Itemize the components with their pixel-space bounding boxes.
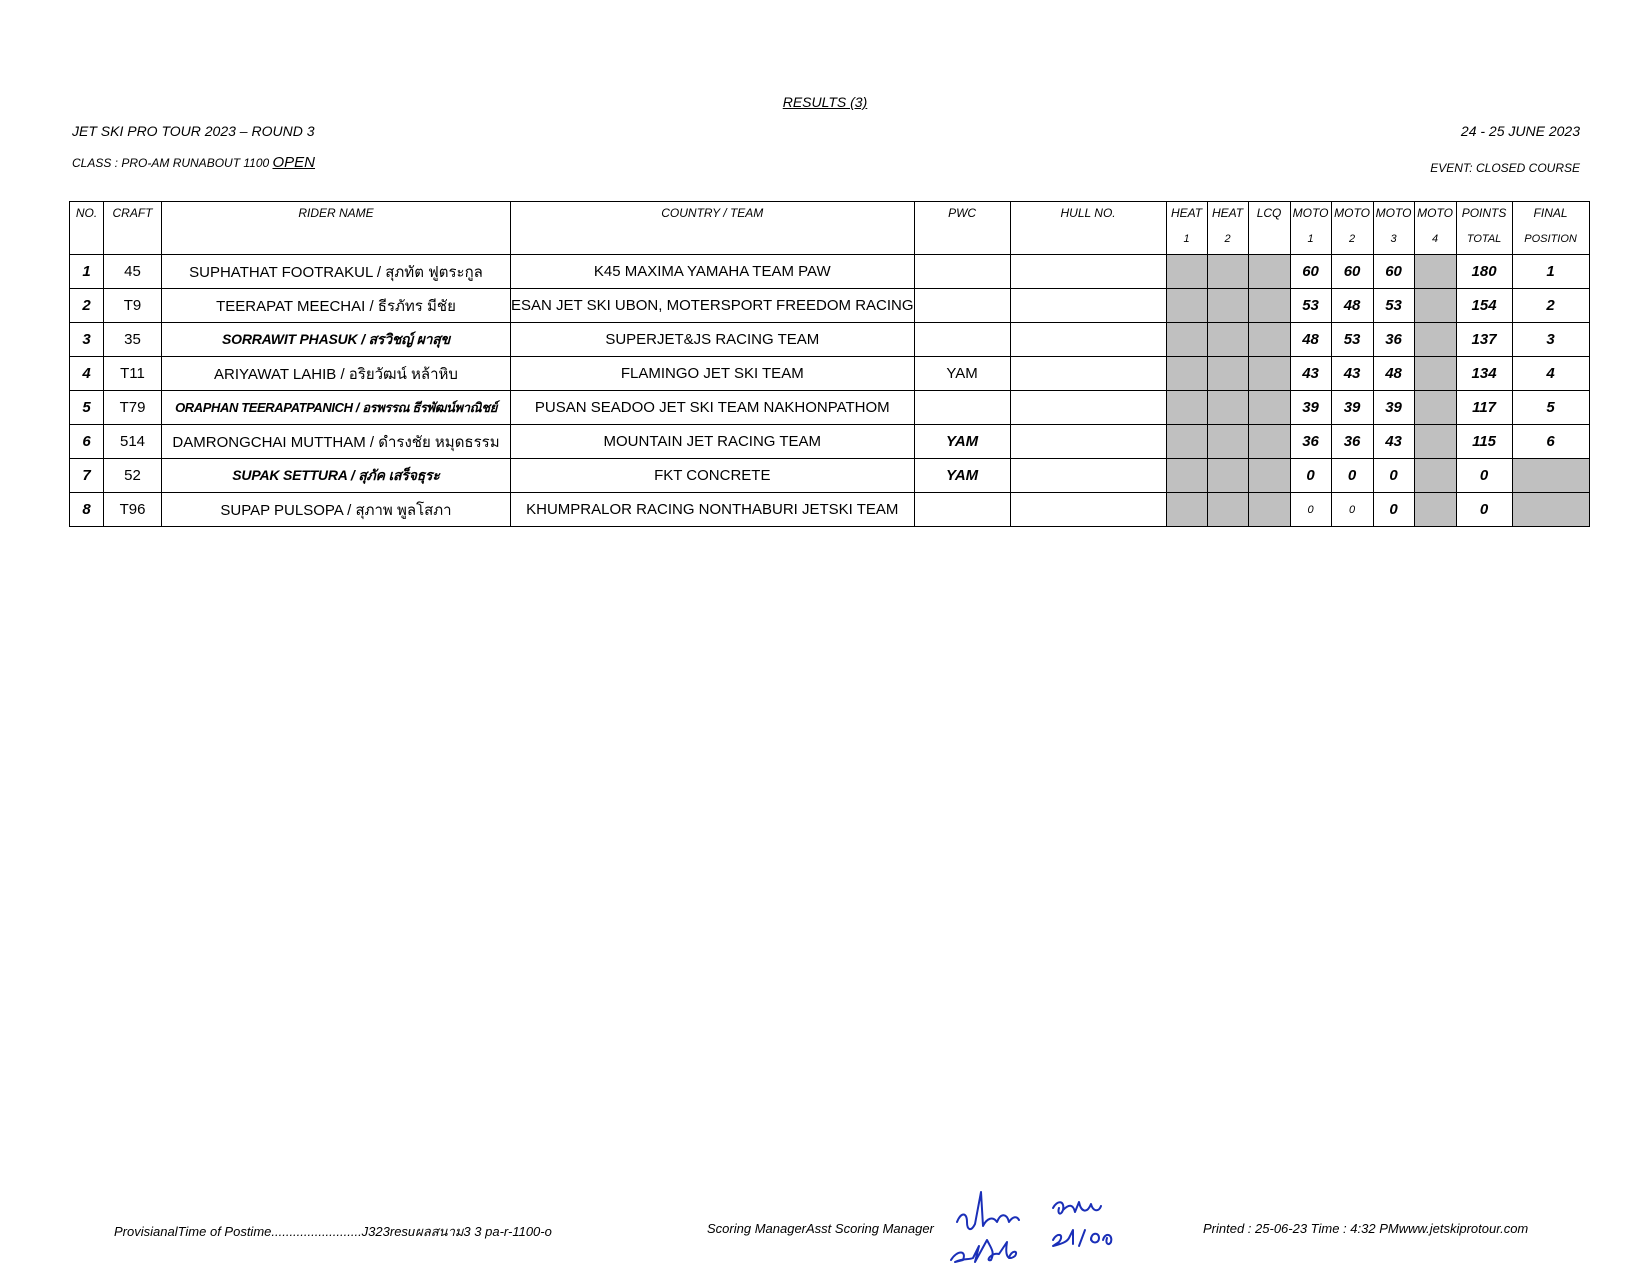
cell-heat1 [1166,357,1207,391]
cell-moto3: 43 [1373,425,1414,459]
cell-moto3: 60 [1373,255,1414,289]
cell-no: 8 [70,493,104,527]
cell-moto2: 43 [1331,357,1373,391]
table-row [70,391,1590,425]
footer-provisional: ProvisianalTime of Postime.........................J323resuผลสนาม3 3 pa-r-1100-o [114,1224,552,1239]
cell-moto1: 53 [1290,289,1331,323]
cell-team: K45 MAXIMA YAMAHA TEAM PAW [511,255,915,289]
cell-lcq [1248,289,1290,323]
col-heat2: HEAT 2 [1207,202,1248,255]
cell-moto4 [1414,459,1456,493]
cell-total: 0 [1456,459,1512,493]
cell-rider: TEERAPAT MEECHAI / ธีรภัทร มีชัย [162,289,511,323]
cell-position [1512,459,1589,493]
cell-team: PUSAN SEADOO JET SKI TEAM NAKHONPATHOM [511,391,915,425]
cell-total: 180 [1456,255,1512,289]
cell-moto4 [1414,255,1456,289]
cell-moto3: 36 [1373,323,1414,357]
cell-team: SUPERJET&JS RACING TEAM [511,323,915,357]
cell-moto2: 48 [1331,289,1373,323]
cell-pwc [914,391,1010,425]
cell-heat2 [1207,255,1248,289]
cell-moto4 [1414,391,1456,425]
cell-moto2: 39 [1331,391,1373,425]
cell-moto4 [1414,289,1456,323]
cell-moto2: 0 [1331,493,1373,527]
cell-pwc [914,255,1010,289]
cell-total: 117 [1456,391,1512,425]
cell-no: 5 [70,391,104,425]
cell-hull [1010,493,1166,527]
footer-printed: Printed : 25-06-23 Time : 4:32 PMwww.jetskiprotour.com [1203,1221,1529,1236]
cell-position: 5 [1512,391,1589,425]
cell-rider: ORAPHAN TEERAPATPANICH / อรพรรณ ธีรพัฒน์พาณิชย์ [162,391,511,425]
cell-heat1 [1166,289,1207,323]
cell-moto3: 0 [1373,459,1414,493]
cell-heat1 [1166,493,1207,527]
class-prefix: CLASS : PRO-AM RUNABOUT 1100 [72,156,273,170]
cell-rider: ARIYAWAT LAHIB / อริยวัฒน์ หล้าหิบ [162,357,511,391]
cell-team: FLAMINGO JET SKI TEAM [511,357,915,391]
cell-moto1: 43 [1290,357,1331,391]
cell-lcq [1248,323,1290,357]
cell-hull [1010,255,1166,289]
cell-total: 115 [1456,425,1512,459]
cell-rider: DAMRONGCHAI MUTTHAM / ดำรงชัย หมุดธรรม [162,425,511,459]
cell-position: 6 [1512,425,1589,459]
cell-pwc: YAM [914,425,1010,459]
cell-pwc [914,289,1010,323]
cell-lcq [1248,425,1290,459]
cell-no: 6 [70,425,104,459]
cell-hull [1010,391,1166,425]
cell-lcq [1248,493,1290,527]
cell-craft: 35 [104,323,162,357]
table-row [70,493,1590,527]
col-moto1: MOTO 1 [1290,202,1331,255]
cell-craft: T96 [104,493,162,527]
cell-moto2: 36 [1331,425,1373,459]
cell-craft: T11 [104,357,162,391]
results-table [69,201,1590,527]
cell-position: 4 [1512,357,1589,391]
cell-no: 1 [70,255,104,289]
cell-moto1: 36 [1290,425,1331,459]
cell-heat2 [1207,323,1248,357]
cell-hull [1010,323,1166,357]
cell-hull [1010,425,1166,459]
cell-heat1 [1166,323,1207,357]
cell-rider: SORRAWIT PHASUK / สรวิชญ์ ผาสุข [162,323,511,357]
col-moto2: MOTO 2 [1331,202,1373,255]
cell-pwc [914,323,1010,357]
page-title: RESULTS (3) [782,94,868,110]
cell-moto1: 39 [1290,391,1331,425]
col-no: NO. [70,202,104,255]
cell-total: 137 [1456,323,1512,357]
cell-craft: T9 [104,289,162,323]
cell-total: 134 [1456,357,1512,391]
cell-moto4 [1414,357,1456,391]
col-lcq: LCQ [1248,202,1290,255]
cell-craft: 514 [104,425,162,459]
cell-moto4 [1414,323,1456,357]
cell-craft: 52 [104,459,162,493]
cell-moto4 [1414,493,1456,527]
cell-heat1 [1166,425,1207,459]
cell-position: 2 [1512,289,1589,323]
cell-team: ESAN JET SKI UBON, MOTERSPORT FREEDOM RACING [511,289,915,323]
cell-moto3: 53 [1373,289,1414,323]
cell-moto1: 48 [1290,323,1331,357]
col-craft: CRAFT [104,202,162,255]
signature-icon [945,1182,1135,1272]
cell-craft: 45 [104,255,162,289]
cell-moto2: 0 [1331,459,1373,493]
col-moto3: MOTO 3 [1373,202,1414,255]
cell-moto4 [1414,425,1456,459]
cell-heat1 [1166,391,1207,425]
col-heat1: HEAT 1 [1166,202,1207,255]
cell-moto3: 0 [1373,493,1414,527]
cell-total: 0 [1456,493,1512,527]
cell-hull [1010,289,1166,323]
cell-team: MOUNTAIN JET RACING TEAM [511,425,915,459]
cell-team: FKT CONCRETE [511,459,915,493]
cell-pwc: YAM [914,459,1010,493]
cell-rider: SUPAK SETTURA / สุภัค เสร็จธุระ [162,459,511,493]
table-row [70,357,1590,391]
cell-no: 7 [70,459,104,493]
cell-team: KHUMPRALOR RACING NONTHABURI JETSKI TEAM [511,493,915,527]
cell-lcq [1248,459,1290,493]
col-pwc: PWC [914,202,1010,255]
class-label [72,154,315,171]
class-open: OPEN [272,154,316,171]
cell-moto1: 0 [1290,493,1331,527]
col-team: COUNTRY / TEAM [511,202,915,255]
col-points: POINTS TOTAL [1456,202,1512,255]
cell-no: 3 [70,323,104,357]
event-name: JET SKI PRO TOUR 2023 – ROUND 3 [72,123,315,139]
cell-lcq [1248,255,1290,289]
cell-rider: SUPHATHAT FOOTRAKUL / สุภทัต ฟูตระกูล [162,255,511,289]
cell-heat2 [1207,425,1248,459]
cell-hull [1010,459,1166,493]
cell-heat2 [1207,357,1248,391]
cell-pwc [914,493,1010,527]
header-row [70,202,1590,255]
cell-heat2 [1207,289,1248,323]
col-rider: RIDER NAME [162,202,511,255]
event-type: EVENT: CLOSED COURSE [1430,161,1580,175]
cell-moto1: 60 [1290,255,1331,289]
table-row [70,289,1590,323]
col-moto4: MOTO 4 [1414,202,1456,255]
cell-moto3: 39 [1373,391,1414,425]
table-row [70,255,1590,289]
cell-no: 4 [70,357,104,391]
col-hull: HULL NO. [1010,202,1166,255]
cell-heat2 [1207,459,1248,493]
cell-moto2: 60 [1331,255,1373,289]
table-row [70,425,1590,459]
cell-lcq [1248,391,1290,425]
footer-scoring-managers: Scoring ManagerAsst Scoring Manager [707,1221,934,1236]
cell-position [1512,493,1589,527]
cell-moto3: 48 [1373,357,1414,391]
cell-heat2 [1207,391,1248,425]
cell-rider: SUPAP PULSOPA / สุภาพ พูลโสภา [162,493,511,527]
cell-lcq [1248,357,1290,391]
cell-heat2 [1207,493,1248,527]
table-row [70,459,1590,493]
cell-no: 2 [70,289,104,323]
cell-heat1 [1166,255,1207,289]
event-dates: 24 - 25 JUNE 2023 [1460,123,1580,139]
cell-total: 154 [1456,289,1512,323]
cell-position: 1 [1512,255,1589,289]
cell-position: 3 [1512,323,1589,357]
cell-pwc: YAM [914,357,1010,391]
cell-craft: T79 [104,391,162,425]
cell-hull [1010,357,1166,391]
cell-moto2: 53 [1331,323,1373,357]
table-row [70,323,1590,357]
cell-heat1 [1166,459,1207,493]
cell-moto1: 0 [1290,459,1331,493]
col-final: FINAL POSITION [1512,202,1589,255]
